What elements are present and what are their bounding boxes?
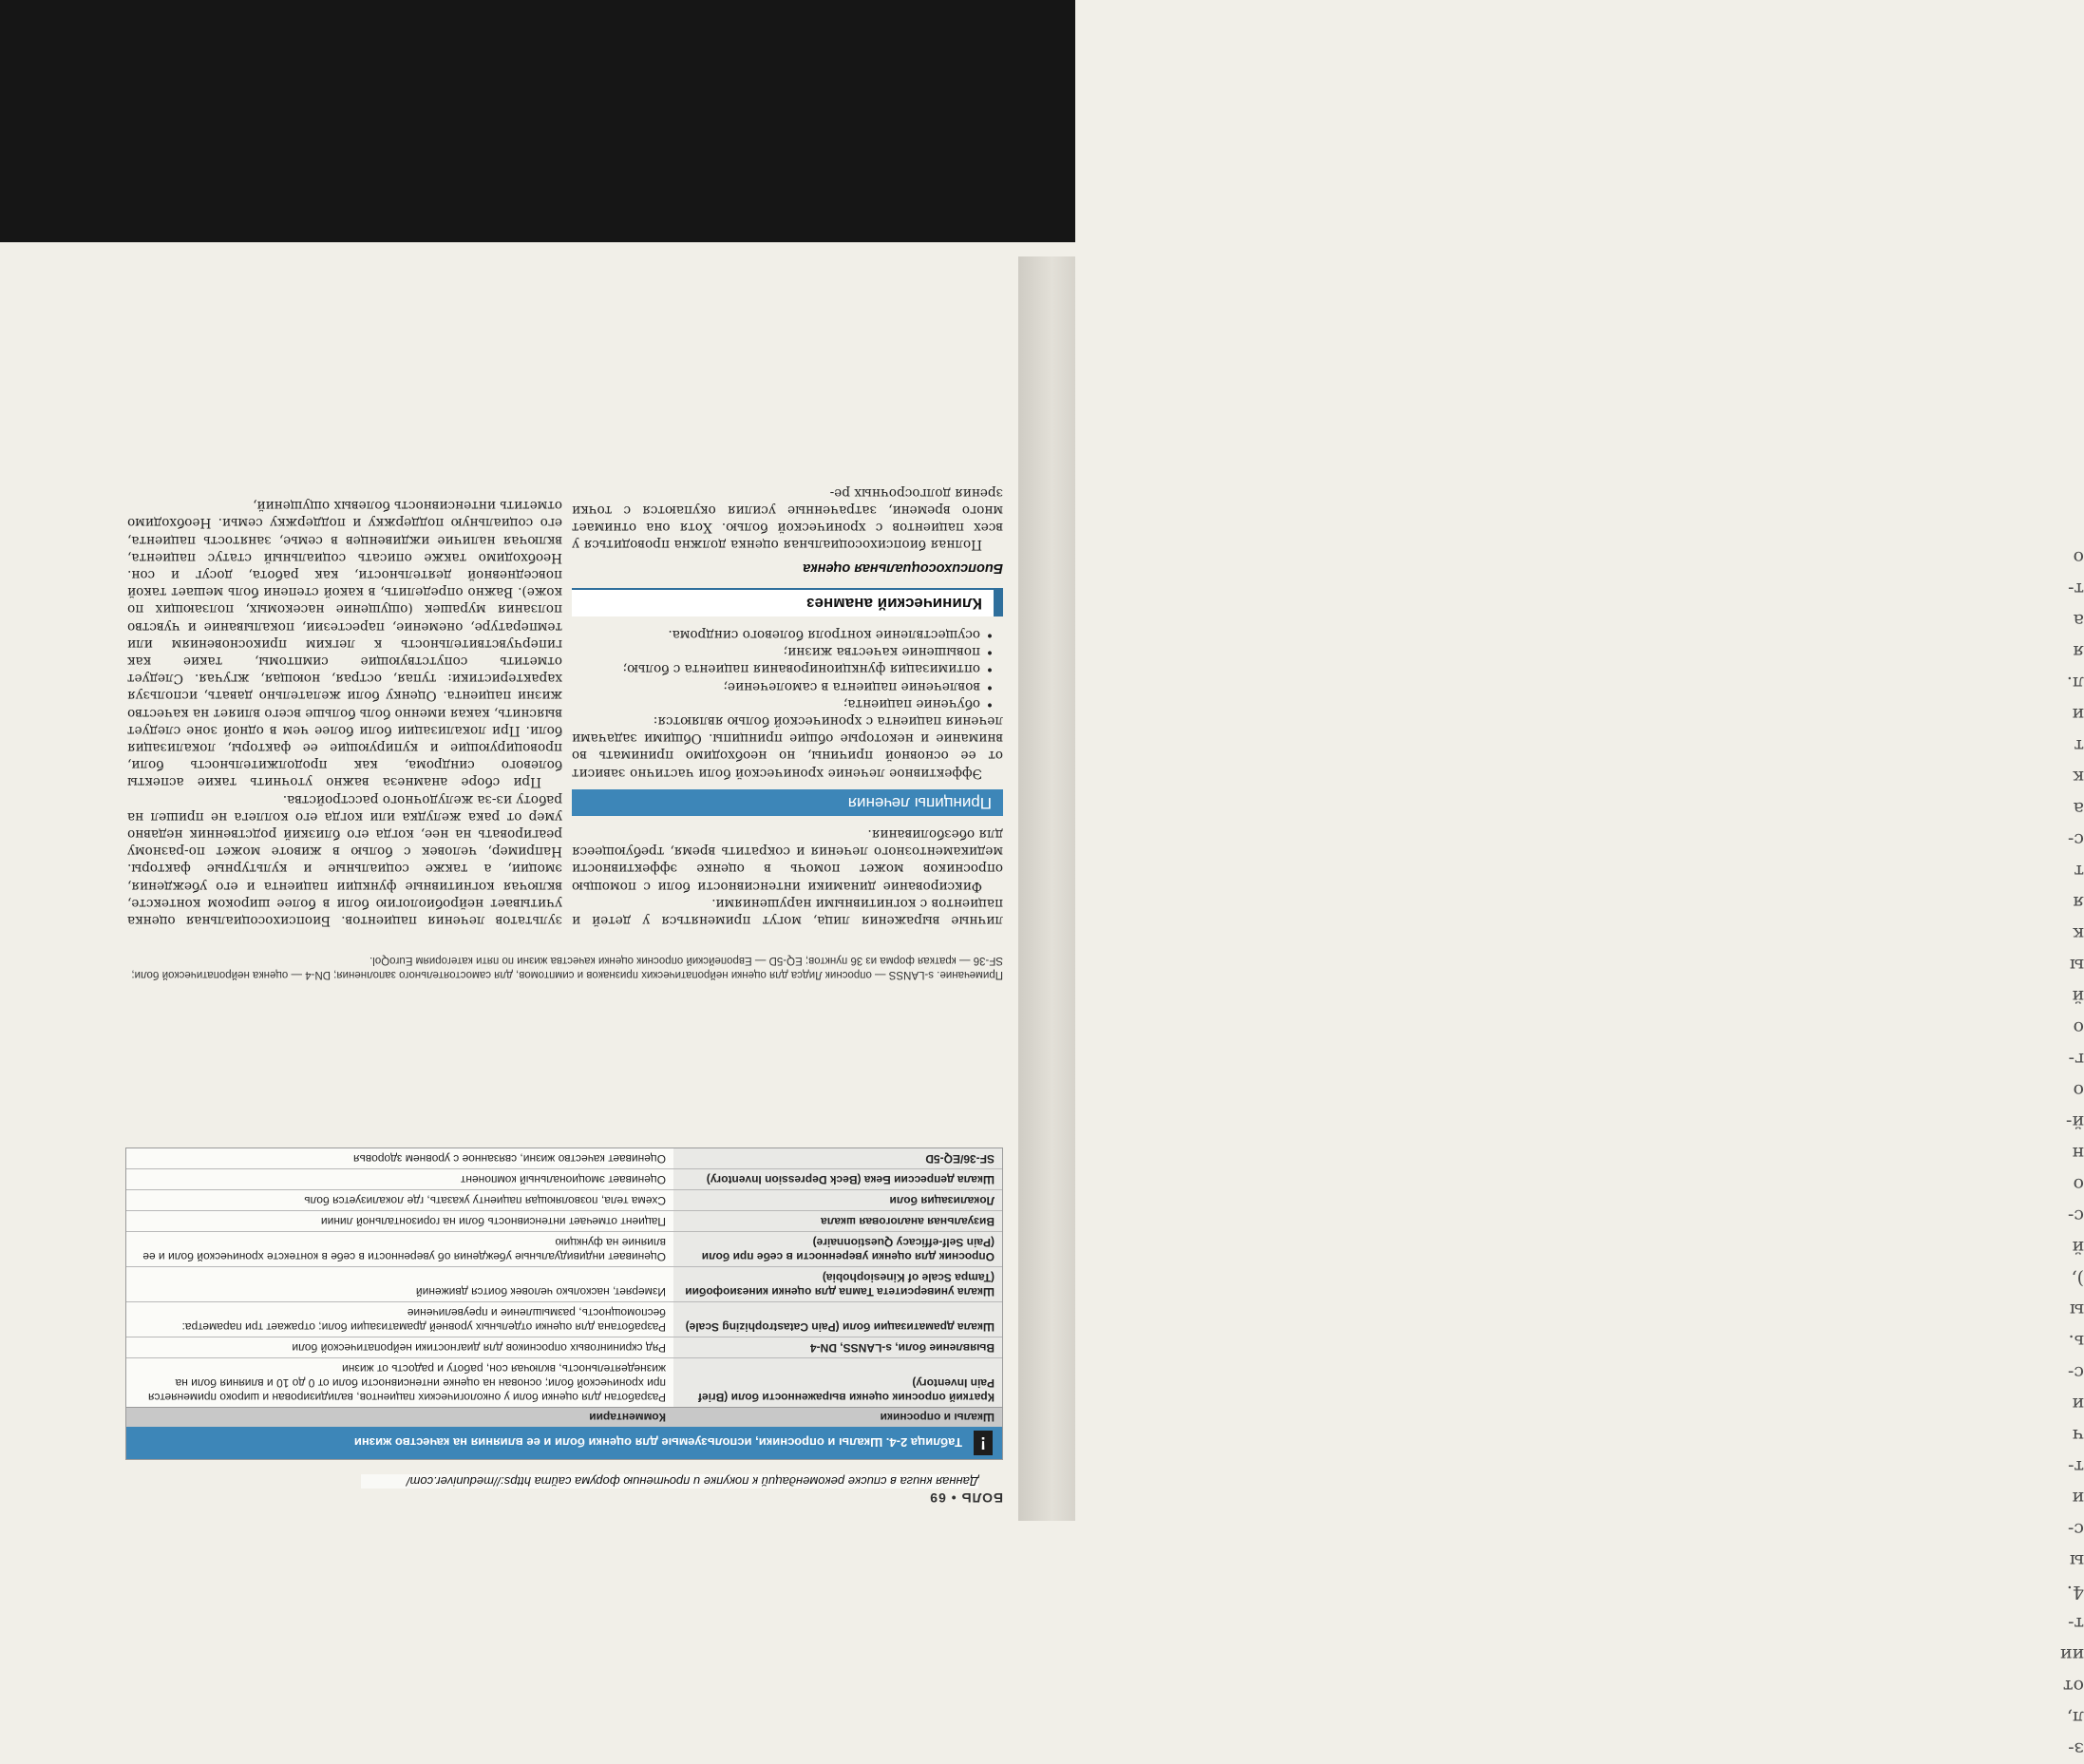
table-cell-comment: Оценивает индивидуальные убеждения об уверенности в себе в контексте хронической боли и ее влияние на функцию [126,1232,673,1267]
table-header-comments: Комментарии [126,1408,673,1428]
table-cell-scale: Шкала университета Тампа для оценки кинезиофобии (Tampa Scale of Kinesiophobia) [673,1267,1002,1302]
facing-page-fragment: т- [2068,579,2084,599]
subheading-biopsychosocial: Биопсихосоциальная оценка [803,560,1003,576]
scan-dark-border [0,0,1075,242]
table-cell-scale: Шкала депрессии Бека (Beck Depression Inventory) [673,1169,1002,1190]
list-item: • осуществление контроля болевого синдрома. [572,626,990,643]
facing-page-fragment: и [2072,1394,2084,1414]
table-cell-scale: Выявление боли, s-LANSS, DN-4 [673,1337,1002,1358]
table-cell-scale: Шкала драматизации боли (Pain Catastrophizing Scale) [673,1302,1002,1337]
table-row [126,1211,1002,1232]
table-cell-comment: Разработан для оценки боли у онкологических пациентов, валидизирован и широко применяется при хронической боли; основан на оценке интенсивности боли от 0 до 10 и влияния боли на жизнедеятельность, включая сон, работу и радость от жизни [126,1358,673,1408]
table-cell-scale: Визуальная аналоговая шкала [673,1211,1002,1232]
list-item: • обучение пациента; [572,695,990,712]
facing-page-fragment: ь. [2068,1331,2084,1352]
facing-page-fragment: ч [2072,1425,2084,1446]
paragraph: Фиксирование динамики интенсивности боли с помощью опросников может помочь в оценке эффективности медикаментозного лечения и сократить время, требующееся для обезболивания. [572,825,1003,894]
table-cell-comment: Оценивает качество жизни, связанное с уровнем здоровья [126,1148,673,1169]
facing-page-fragment: й [2072,986,2084,1007]
facing-page-fragment: т [2074,735,2084,756]
list-item: • вовлечение пациента в самолечение; [572,677,990,694]
exclamation-icon: ! [974,1431,993,1455]
paragraph: Полная биопсихосоциальная оценка должна проводиться у всех пациентов с хронической болью. Хотя она отнимает много времени, затраченные усилия окупаются с точки зрения долгосрочных ре- [572,484,1003,553]
facing-page-text [2046,541,2084,1764]
table-row [126,1148,1002,1169]
facing-page-fragment: к [2073,923,2084,944]
book-page [66,242,1016,1521]
paragraph: При сборе анамнеза важно уточнить такие аспекты болевого синдрома, как продолжительность боли, провоцирующие и купирующие ее факторы, локализация боли. При локализации боли более чем в одной зоне следует выяснить, какая именно боль больше всего влияет на качество жизни пациента. Оценку боли желательно давать, используя характеристики: тупая, острая, ноющая, жгучая. Следует отметить сопутствующие симптомы, такие как гиперчувствительность к легким прикосновениям или температуре, онемение, парестезии, покалывание и чувство ползания мурашек (ощущение насекомых, ползающих по коже). Важно определить, в какой степени боль мешает такой повседневной деятельности, как работа, досуг и сон. Необходимо также описать социальный статус пациента, включая наличие иждивенцев в семье, занятость пациента, его социальную поддержку и поддержку семьи. Необходимо отметить интенсивность болевых ощущений, [127,498,562,790]
facing-page-fragment: с- [2067,829,2084,850]
section-heading-treatment: Принципы лечения [572,789,1003,816]
table-cell-scale: Опросник для оценки уверенности в себе при боли (Pain Self-efficacy Questionnaire) [673,1232,1002,1267]
table-cell-comment: Измеряет, насколько человек боится движений [126,1267,673,1302]
facing-page-fragment: ы [2069,1550,2084,1571]
right-column [127,497,562,929]
facing-page-fragment: ы [2069,955,2084,976]
facing-page-fragment: от [2063,1676,2084,1697]
table-title: Таблица 2-4. Шкалы и опросники, используемые для оценки боли и ее влияния на качество жизни [353,1435,962,1451]
facing-page-fragment: а [2073,610,2084,631]
goals-list [572,626,1003,712]
facing-page-strip [1018,256,2084,1759]
table-cell-scale: SF-36/EQ-5D [673,1148,1002,1169]
facing-page-fragment: и [2072,1488,2084,1508]
table-header-row [126,1408,1002,1428]
paragraph: личные выражения лица, могут применяться у детей и пациентов с когнитивными нарушениями. [572,895,1003,928]
table-cell-comment: Разработана для оценки отдельных уровней драматизации боли; отражает три параметра: беспомощность, размышление и преувеличение [126,1302,673,1337]
facing-page-fragment: л, [2066,1707,2084,1728]
facing-page-fragment: с- [2067,1519,2084,1540]
facing-page-fragment: о [2073,1017,2084,1038]
rotated-page-content [66,242,1016,1521]
facing-page-fragment: т- [2068,1456,2084,1477]
facing-page-fragment: о [2073,1174,2084,1195]
table-cell-comment: Схема тела, позволяющая пациенту указать, где локализуется боль [126,1190,673,1211]
facing-page-fragment: а [2073,798,2084,819]
list-item: • оптимизация функционирования пациента с болью; [572,660,990,677]
facing-page-fragment: й- [2065,1111,2084,1132]
table-cell-comment: Оценивает эмоциональный компонент [126,1169,673,1190]
table-row [126,1337,1002,1358]
facing-page-fragment: й [2072,1237,2084,1258]
table-body [126,1148,1002,1427]
facing-page-fragment: и [2072,704,2084,725]
facing-page-fragment: н [2072,1143,2084,1164]
facing-page-fragment: т- [2068,1613,2084,1634]
list-item: • повышение качества жизни; [572,643,990,660]
facing-page-fragment: о [2073,1080,2084,1101]
facing-page-fragment: г- [2068,1049,2084,1070]
table-row [126,1190,1002,1211]
facing-page-fragment: ии [2059,1644,2084,1665]
facing-page-fragment: з- [2068,1738,2084,1759]
facing-page-fragment: с- [2067,1362,2084,1383]
left-column [572,484,1003,929]
table-row [126,1358,1002,1408]
paragraph: зультатов лечения пациентов. Биопсихосоциальная оценка учитывает нейробиологию боли в более широком контексте, включая когнитивные функции пациента и его убеждения, эмоции, а также социальные и культурные факторы. Например, человек с болью в животе может по-разному реагировать на нее, когда его близкий родственник недавно умер от рака желудка или когда его коллега не пришел на работу из-за желудочного расстройства. [127,791,562,928]
facing-page-fragment: я [2073,641,2084,662]
facing-page-fragment: о [2073,547,2084,568]
facing-page-fragment: я [2073,892,2084,913]
facing-page-fragment: ы [2069,1299,2084,1320]
table-cell-scale: Локализация боли [673,1190,1002,1211]
section-heading-anamnesis: Клинический анамнез [572,588,1003,616]
table-header-scales: Шкалы и опросники [673,1408,1002,1428]
forum-banner: Данная книга в списке рекомендаций к покупке и прочтению форума сайта https://meduniver.com/ [361,1474,978,1489]
paragraph: Эффективное лечение хронической боли частично зависит от ее основной причины, но необходимо принимать во внимание и некоторые общие принципы. Общими задачами лечения пациента с хронической болью являются: [572,712,1003,781]
table-cell-comment: Пациент отмечает интенсивность боли на горизонтальной линии [126,1211,673,1232]
facing-page-fragment: т [2074,861,2084,882]
table-cell-scale: Краткий опросник оценки выраженности боли (Brief Pain Inventory) [673,1358,1002,1408]
table-row [126,1302,1002,1337]
table-row [126,1232,1002,1267]
table-row [126,1267,1002,1302]
facing-page-fragment: с- [2067,1205,2084,1226]
table-title-bar [126,1427,1002,1459]
table-note: Примечание. s-LANSS — опросник Лидса для оценки нейропатических признаков и симптомов, для самостоятельного заполнения; DN-4 — оценка нейропатической боли; SF-36 — краткая форма из 36 пунктов; EQ-5D — Европейский опросник оценки качества жизни по пяти категориям EuroQol. [131,955,1003,980]
scales-table [125,1148,1003,1460]
facing-page-fragment: к [2073,767,2084,787]
table-cell-comment: Ряд скрининговых опросников для диагностики нейропатической боли [126,1337,673,1358]
facing-page-fragment: л. [2066,673,2084,693]
facing-page-fragment: ), [2071,1268,2084,1289]
running-head: БОЛЬ • 69 [929,1490,1003,1506]
table-row [126,1169,1002,1190]
facing-page-fragment: 4. [2066,1582,2084,1603]
